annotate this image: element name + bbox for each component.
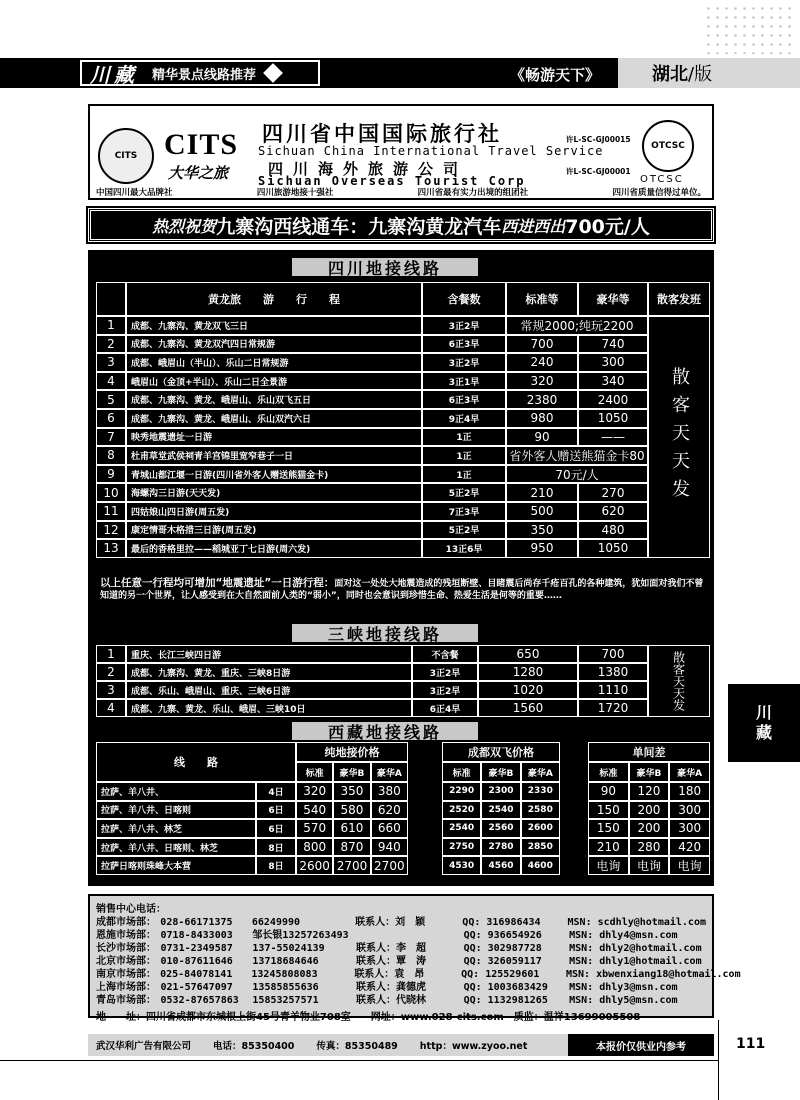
contact-row bbox=[96, 929, 706, 942]
daily-departure-label bbox=[648, 645, 710, 717]
price-luxury: 1050 bbox=[578, 539, 648, 558]
edition-region: 湖北 bbox=[652, 64, 688, 85]
price-luxury: 700 bbox=[578, 645, 648, 663]
row-number: 3 bbox=[96, 353, 126, 372]
contact-contact: 联系人：李 超 bbox=[356, 943, 427, 954]
contact-msn: MSN: dhly2@hotmail.com bbox=[569, 943, 702, 954]
price-standard: 950 bbox=[506, 539, 578, 558]
header-cell: 黄龙旅 游 行 程 bbox=[126, 282, 422, 316]
company-name-en-2: Sichuan Overseas Tourist Corp bbox=[258, 174, 526, 188]
meal-count: 3正2早 bbox=[412, 681, 478, 699]
price-sub-header: 豪华A bbox=[669, 762, 710, 782]
header-cell: 含餐数 bbox=[422, 282, 506, 316]
price-cell: 180 bbox=[669, 782, 710, 801]
footer-company: 武汉华利广告有限公司 bbox=[96, 1041, 192, 1052]
daily-departure-label bbox=[648, 316, 710, 558]
contact-tel2: 13585855636 bbox=[252, 982, 319, 993]
contact-tel: 010-87611646 bbox=[160, 956, 233, 967]
header-cell: 散客发班 bbox=[648, 282, 710, 316]
price-cell: 2750 bbox=[442, 838, 481, 857]
magazine-title: 《畅游天下》 bbox=[510, 66, 601, 84]
meal-count: 6正3早 bbox=[422, 335, 506, 354]
meal-count: 3正1早 bbox=[422, 372, 506, 391]
route-name: 重庆、长江三峡四日游 bbox=[126, 645, 412, 663]
price-sub-header: 豪华A bbox=[371, 762, 408, 782]
row-number: 1 bbox=[96, 645, 126, 663]
contact-contact: 联系人：刘 颖 bbox=[355, 917, 426, 928]
price-cell: 150 bbox=[588, 801, 629, 820]
contact-msn: MSN: dhly5@msn.com bbox=[569, 995, 678, 1006]
meal-count: 6正4早 bbox=[412, 699, 478, 717]
price-cell: 280 bbox=[629, 838, 670, 857]
meal-count: 6正3早 bbox=[422, 390, 506, 409]
price-cell: 660 bbox=[371, 819, 408, 838]
contact-name: 成都市场部： bbox=[96, 917, 156, 928]
contact-tel: 025-84078141 bbox=[160, 969, 233, 980]
contact-name: 长沙市场部： bbox=[96, 943, 156, 954]
contact-msn: MSN: scdhly@hotmail.com bbox=[567, 917, 706, 928]
route-name: 拉萨日喀则珠峰大本营 bbox=[96, 856, 256, 875]
contact-tel: 0532-87657863 bbox=[160, 995, 239, 1006]
price-standard: 1020 bbox=[478, 681, 578, 699]
banner-part-2: 九寨沟西线通车：九寨沟黄龙汽车 bbox=[216, 215, 502, 238]
meal-count: 13正6早 bbox=[422, 539, 506, 558]
price-luxury: 340 bbox=[578, 372, 648, 391]
price-luxury: 270 bbox=[578, 483, 648, 502]
row-number: 8 bbox=[96, 446, 126, 465]
contacts-list bbox=[96, 916, 741, 1007]
price-sub-header: 豪华A bbox=[521, 762, 560, 782]
price-cell: 2700 bbox=[371, 856, 408, 875]
promo-banner bbox=[88, 208, 714, 242]
contact-msn: MSN: xbwenxiang18@hotmail.com bbox=[566, 969, 741, 980]
banner-part-4: 700元/人 bbox=[565, 215, 650, 238]
price-cell: 4600 bbox=[521, 856, 560, 875]
header-cell: 豪华等 bbox=[578, 282, 648, 316]
meal-count: 1正 bbox=[422, 446, 506, 465]
otcsc-label: OTCSC bbox=[640, 174, 684, 185]
row-number: 4 bbox=[96, 372, 126, 391]
contact-tel: 028-66171375 bbox=[160, 917, 233, 928]
price-cell: 2600 bbox=[296, 856, 333, 875]
price-sub-header: 豪华B bbox=[481, 762, 520, 782]
price-standard: 350 bbox=[506, 521, 578, 540]
contact-msn: MSN: dhly4@msn.com bbox=[569, 930, 678, 941]
route-name: 成都、九寨沟、黄龙、重庆、三峡8日游 bbox=[126, 663, 412, 681]
divider-horizontal bbox=[0, 1060, 718, 1061]
price-luxury: 620 bbox=[578, 502, 648, 521]
route-name: 成都、九寨沟、黄龙双汽四日常规游 bbox=[126, 335, 422, 354]
route-days: 6日 bbox=[256, 819, 296, 838]
company-header bbox=[88, 104, 714, 200]
header-cell bbox=[96, 282, 126, 316]
price-sub-header: 标准 bbox=[442, 762, 481, 782]
price-luxury: 2400 bbox=[578, 390, 648, 409]
price-cell: 580 bbox=[333, 801, 370, 820]
row-number: 2 bbox=[96, 663, 126, 681]
meal-count: 3正2早 bbox=[422, 353, 506, 372]
diamond-icon bbox=[263, 63, 283, 83]
daily-departure-text: 散客天天发 bbox=[671, 651, 686, 711]
price-group-header: 单间差 bbox=[588, 742, 710, 762]
price-cell: 320 bbox=[296, 782, 333, 801]
route-name: 映秀地震遗址一日游 bbox=[126, 428, 422, 447]
price-cell: 620 bbox=[371, 801, 408, 820]
contact-tel: 0731-2349587 bbox=[160, 943, 233, 954]
route-days: 4日 bbox=[256, 782, 296, 801]
price-cell: 150 bbox=[588, 819, 629, 838]
price-cell: 90 bbox=[588, 782, 629, 801]
price-cell: 420 bbox=[669, 838, 710, 857]
route-name: 成都、九寨沟、黄龙、峨眉山、乐山双汽六日 bbox=[126, 409, 422, 428]
route-name: 成都、九寨沟、黄龙、峨眉山、乐山双飞五日 bbox=[126, 390, 422, 409]
honor-item: 四川省最有实力出境的组团社 bbox=[417, 188, 529, 198]
price-cell: 2600 bbox=[521, 819, 560, 838]
price-cell: 2520 bbox=[442, 801, 481, 820]
header-cell: 标准等 bbox=[506, 282, 578, 316]
contact-row bbox=[96, 916, 706, 929]
meal-count: 5正2早 bbox=[422, 483, 506, 502]
route-days: 8日 bbox=[256, 856, 296, 875]
price-standard: 650 bbox=[478, 645, 578, 663]
price-luxury: 740 bbox=[578, 335, 648, 354]
route-name: 海螺沟三日游(天天发) bbox=[126, 483, 422, 502]
price-cell: 2700 bbox=[333, 856, 370, 875]
price-cell: 2290 bbox=[442, 782, 481, 801]
price-cell: 2540 bbox=[481, 801, 520, 820]
price-standard: 210 bbox=[506, 483, 578, 502]
otcsc-seal-logo bbox=[642, 120, 694, 172]
route-name: 杜甫草堂武侯祠青羊宫锦里宽窄巷子一日 bbox=[126, 446, 422, 465]
sichuan-note bbox=[100, 577, 704, 602]
license-1: 许L-SC-GJ00015 bbox=[566, 135, 631, 144]
price-cell: 电询 bbox=[669, 856, 710, 875]
route-days: 6日 bbox=[256, 801, 296, 820]
price-standard: 90 bbox=[506, 428, 578, 447]
contact-name: 上海市场部： bbox=[96, 982, 156, 993]
footer-web: http：www.zyoo.net bbox=[419, 1041, 528, 1052]
cits-slogan: 大华之旅 bbox=[168, 164, 229, 182]
price-sub-header: 豪华B bbox=[629, 762, 670, 782]
contact-tel: 0718-8433003 bbox=[160, 930, 233, 941]
contact-tel2: 137-55024139 bbox=[252, 943, 325, 954]
price-standard: 700 bbox=[506, 335, 578, 354]
row-number: 1 bbox=[96, 316, 126, 335]
price-standard: 1560 bbox=[478, 699, 578, 717]
route-name: 拉萨、羊八井、 bbox=[96, 782, 256, 801]
banner-part-3: 西进西出 bbox=[501, 216, 566, 236]
contact-contact: 联系人：代晓林 bbox=[356, 995, 427, 1006]
contact-contact: 联系人：袁 昂 bbox=[354, 969, 425, 980]
row-number: 9 bbox=[96, 465, 126, 484]
banner-part-1: 热烈祝贺 bbox=[152, 216, 217, 236]
route-name: 成都、峨眉山（半山）、乐山二日常规游 bbox=[126, 353, 422, 372]
divider-vertical bbox=[718, 1020, 719, 1100]
honor-item: 四川旅游地接十强社 bbox=[256, 188, 334, 198]
contact-qq: QQ: 936654926 bbox=[463, 930, 542, 941]
honor-item: 四川省质量信得过单位。 bbox=[612, 188, 706, 198]
contact-tel2: 邹长银13257263493 bbox=[252, 930, 349, 941]
price-cell: 200 bbox=[629, 801, 670, 820]
row-number: 7 bbox=[96, 428, 126, 447]
price-cell: 800 bbox=[296, 838, 333, 857]
route-name: 成都、九寨沟、黄龙双飞三日 bbox=[126, 316, 422, 335]
contact-row bbox=[96, 942, 706, 955]
section-title-tibet: 西藏地接线路 bbox=[292, 722, 478, 740]
route-name: 峨眉山（金顶+半山）、乐山二日全景游 bbox=[126, 372, 422, 391]
contact-row bbox=[96, 968, 741, 981]
brand-subtitle: 精华景点线路推荐 bbox=[152, 67, 257, 83]
price-standard: 980 bbox=[506, 409, 578, 428]
route-name: 四姑娘山四日游(周五发) bbox=[126, 502, 422, 521]
meal-count: 3正2早 bbox=[412, 663, 478, 681]
side-tab bbox=[728, 684, 800, 762]
route-name: 拉萨、羊八井、日喀则 bbox=[96, 801, 256, 820]
side-tab-char: 川 bbox=[755, 703, 772, 722]
price-cell: 610 bbox=[333, 819, 370, 838]
contact-qq: QQ: 302987728 bbox=[463, 943, 542, 954]
meal-count: 1正 bbox=[422, 428, 506, 447]
price-cell: 2330 bbox=[521, 782, 560, 801]
price-cell: 2560 bbox=[481, 819, 520, 838]
contact-name: 南京市场部： bbox=[96, 969, 156, 980]
footer-fax: 传真：85350489 bbox=[316, 1041, 398, 1052]
edition-label bbox=[618, 58, 800, 88]
contact-tel2: 66249990 bbox=[251, 917, 301, 928]
route-name: 成都、乐山、峨眉山、重庆、三峡6日游 bbox=[126, 681, 412, 699]
contact-name: 北京市场部： bbox=[96, 956, 156, 967]
row-number: 4 bbox=[96, 699, 126, 717]
price-luxury: 1380 bbox=[578, 663, 648, 681]
cits-globe-logo bbox=[98, 128, 154, 184]
footer-disclaimer: 本报价仅供业内参考 bbox=[568, 1034, 714, 1056]
price-cell: 200 bbox=[629, 819, 670, 838]
meal-count: 5正2早 bbox=[422, 521, 506, 540]
price-group-header: 成都双飞价格 bbox=[442, 742, 560, 762]
price-cell: 2580 bbox=[521, 801, 560, 820]
contact-row bbox=[96, 981, 706, 994]
price-cell: 120 bbox=[629, 782, 670, 801]
price-cell: 2850 bbox=[521, 838, 560, 857]
price-cell: 380 bbox=[371, 782, 408, 801]
company-name-cn-2: 四川海外旅游公司 bbox=[268, 160, 469, 178]
price-cell: 540 bbox=[296, 801, 333, 820]
otcsc-seal-text: OTCSC bbox=[651, 141, 685, 151]
row-number: 11 bbox=[96, 502, 126, 521]
price-cell: 870 bbox=[333, 838, 370, 857]
contact-row bbox=[96, 955, 706, 968]
price-cell: 4530 bbox=[442, 856, 481, 875]
contact-qq: QQ: 125529601 bbox=[461, 969, 540, 980]
contact-name: 恩施市场部： bbox=[96, 930, 156, 941]
cits-wordmark: CITS bbox=[164, 128, 239, 161]
footer-tel: 电话：85350400 bbox=[213, 1041, 295, 1052]
contact-qq: QQ: 1003683429 bbox=[463, 982, 548, 993]
price-cell: 300 bbox=[669, 801, 710, 820]
price-luxury: 1720 bbox=[578, 699, 648, 717]
price-standard: 2380 bbox=[506, 390, 578, 409]
row-number: 5 bbox=[96, 390, 126, 409]
company-name-en-1: Sichuan China International Travel Service bbox=[258, 144, 604, 158]
company-name-cn-1: 四川省中国国际旅行社 bbox=[262, 121, 502, 146]
price-cell: 570 bbox=[296, 819, 333, 838]
contact-qq: QQ: 326059117 bbox=[463, 956, 542, 967]
side-tab-char: 藏 bbox=[755, 723, 772, 742]
contact-tel2: 15853257571 bbox=[252, 995, 319, 1006]
row-number: 12 bbox=[96, 521, 126, 540]
price-merged: 常规2000;纯玩2200 bbox=[506, 316, 648, 335]
contact-row bbox=[96, 994, 706, 1007]
brand-box bbox=[80, 60, 320, 86]
route-name: 青城山都江堰一日游(四川省外客人赠送熊猫金卡) bbox=[126, 465, 422, 484]
page-number: 111 bbox=[736, 1036, 766, 1052]
license-2: 许L-SC-GJ00001 bbox=[566, 167, 631, 176]
route-name: 最后的香格里拉——稻城亚丁七日游(周六发) bbox=[126, 539, 422, 558]
price-cell: 300 bbox=[669, 819, 710, 838]
route-days: 8日 bbox=[256, 838, 296, 857]
contact-tel2: 13718684646 bbox=[252, 956, 319, 967]
contact-name: 青岛市场部： bbox=[96, 995, 156, 1006]
price-tables bbox=[88, 250, 714, 886]
route-name: 拉萨、羊八井、林芝 bbox=[96, 819, 256, 838]
price-standard: 240 bbox=[506, 353, 578, 372]
section-title-sanxia: 三峡地接线路 bbox=[292, 624, 478, 642]
price-luxury: —— bbox=[578, 428, 648, 447]
section-title-sichuan: 四川地接线路 bbox=[292, 258, 478, 276]
contact-tel: 021-57647097 bbox=[160, 982, 233, 993]
honor-item: 中国四川最大品牌社 bbox=[96, 188, 173, 198]
meal-count: 9正4早 bbox=[422, 409, 506, 428]
price-cell: 350 bbox=[333, 782, 370, 801]
sales-contacts bbox=[88, 894, 741, 1023]
price-sub-header: 标准 bbox=[296, 762, 333, 782]
row-number: 13 bbox=[96, 539, 126, 558]
brand-logo: 川藏 bbox=[90, 62, 138, 87]
price-cell: 2780 bbox=[481, 838, 520, 857]
row-number: 6 bbox=[96, 409, 126, 428]
contact-qq: QQ: 316986434 bbox=[462, 917, 541, 928]
honors-row bbox=[90, 186, 712, 198]
note-lead: 以上任意一行程均可增加“地震遗址”一日游行程： bbox=[100, 577, 335, 589]
price-merged: 省外客人赠送熊猫金卡80 bbox=[506, 446, 648, 465]
price-luxury: 1050 bbox=[578, 409, 648, 428]
row-number: 10 bbox=[96, 483, 126, 502]
edition-suffix: /版 bbox=[688, 64, 713, 85]
route-name: 康定情哥木格措三日游(周五发) bbox=[126, 521, 422, 540]
row-number: 2 bbox=[96, 335, 126, 354]
price-sub-header: 标准 bbox=[588, 762, 629, 782]
route-name: 成都、九寨、黄龙、乐山、峨眉、三峡10日 bbox=[126, 699, 412, 717]
price-sub-header: 豪华B bbox=[333, 762, 370, 782]
meal-count: 不含餐 bbox=[412, 645, 478, 663]
price-cell: 4560 bbox=[481, 856, 520, 875]
meal-count: 1正 bbox=[422, 465, 506, 484]
price-cell: 2540 bbox=[442, 819, 481, 838]
route-name: 拉萨、羊八井、日喀则、林芝 bbox=[96, 838, 256, 857]
corner-dot-pattern bbox=[704, 4, 794, 54]
cits-logo-text: CITS bbox=[114, 151, 138, 161]
price-cell: 210 bbox=[588, 838, 629, 857]
contact-tel2: 13245808083 bbox=[251, 969, 318, 980]
route-header: 线 路 bbox=[96, 742, 296, 782]
price-luxury: 1110 bbox=[578, 681, 648, 699]
price-standard: 320 bbox=[506, 372, 578, 391]
row-number: 3 bbox=[96, 681, 126, 699]
meal-count: 3正2早 bbox=[422, 316, 506, 335]
contacts-address: 地 址：四川省成都市东城根上街45号青羊物业708室 网址：www.028-cits.com 质监：温祥13699005508 bbox=[96, 1012, 641, 1023]
price-group-header: 纯地接价格 bbox=[296, 742, 408, 762]
contacts-title: 销售中心电话： bbox=[96, 904, 166, 915]
price-standard: 1280 bbox=[478, 663, 578, 681]
contact-contact: 联系人：覃 涛 bbox=[356, 956, 427, 967]
price-merged: 70元/人 bbox=[506, 465, 648, 484]
contact-contact bbox=[356, 929, 464, 942]
price-cell: 电询 bbox=[629, 856, 670, 875]
contact-qq: QQ: 1132981265 bbox=[463, 995, 548, 1006]
daily-departure-text: 散客天天发 bbox=[669, 366, 690, 507]
price-cell: 940 bbox=[371, 838, 408, 857]
price-luxury: 300 bbox=[578, 353, 648, 372]
price-cell: 电询 bbox=[588, 856, 629, 875]
contact-msn: MSN: dhly1@hotmail.com bbox=[569, 956, 702, 967]
contact-contact: 联系人：龚德虎 bbox=[356, 982, 427, 993]
price-cell: 2300 bbox=[481, 782, 520, 801]
price-luxury: 480 bbox=[578, 521, 648, 540]
contact-msn: MSN: dhly3@msn.com bbox=[569, 982, 678, 993]
price-standard: 500 bbox=[506, 502, 578, 521]
note-body: 面对这一处处大地震造成的残垣断壁、目睹震后尚存千疮百孔的各种建筑，犹如面对我们不曾知道的另一个世界，让人感受到在大自然面前人类的“弱小”，同时也会意识到珍惜生命、热爱生活是何等的重要…… bbox=[100, 579, 704, 601]
meal-count: 7正3早 bbox=[422, 502, 506, 521]
